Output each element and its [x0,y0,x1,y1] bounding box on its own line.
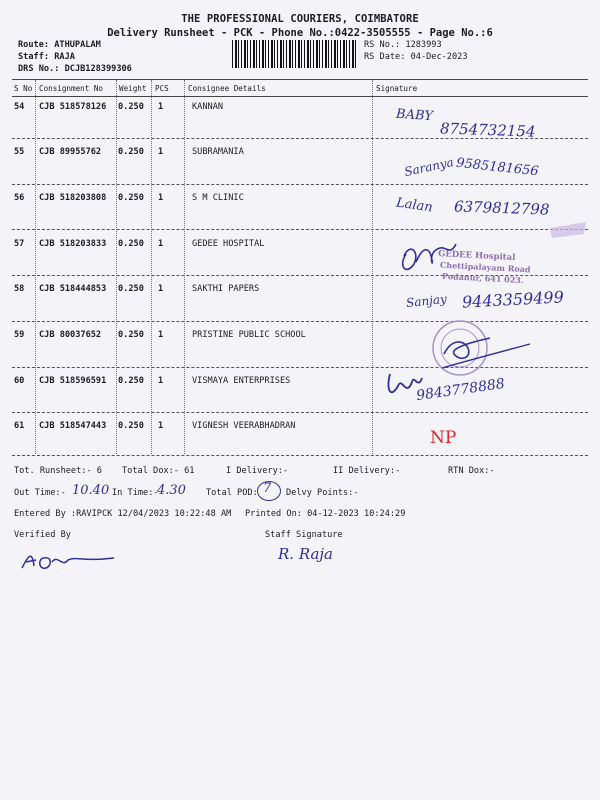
cell-weight: 0.250 [118,330,144,340]
table-top-rule [12,79,588,80]
out-time-value: 10.40 [72,483,110,498]
cell-sno: 54 [14,102,25,112]
stamp-line: Podanur, 641 023. [441,270,524,286]
row-divider [12,229,588,230]
barcode-image [232,40,358,68]
handwritten-name: Lalan [395,195,434,216]
cell-weight: 0.250 [118,193,144,203]
cell-pcs: 1 [158,147,164,157]
cell-sno: 57 [14,239,25,249]
cell-sno: 58 [14,284,25,294]
route-label: Route: [18,40,50,50]
cell-weight: 0.250 [118,102,144,112]
route-value: ATHUPALAM [54,40,101,50]
cell-consignment: CJB 518444853 [39,284,107,294]
col-header-signature: Signature [376,84,418,93]
in-time-label: In Time:- [112,488,159,498]
cell-consignment: CJB 518578126 [39,102,107,112]
col-divider [35,80,36,454]
out-time-label: Out Time:- [14,488,66,498]
route-row [18,40,101,50]
cell-sno: 56 [14,193,25,203]
handwritten-phone: 6379812798 [453,197,550,219]
cell-consignment: CJB 80037652 [39,330,102,340]
handwritten-phone: 9443359499 [461,287,565,312]
in-time-value: 4.30 [157,483,186,498]
cell-weight: 0.250 [118,147,144,157]
handwritten-name: Sanjay [405,291,448,311]
cell-consignment: CJB 518203833 [39,239,107,249]
cell-consignment: CJB 518596591 [39,376,107,386]
row-divider [12,184,588,185]
cell-consignee: SAKTHI PAPERS [192,284,260,294]
cell-consignee: S M CLINIC [192,193,244,203]
col-header-weight: Weight [119,84,147,93]
handwritten-phone: 9843778888 [415,375,506,405]
cell-sno: 55 [14,147,25,157]
cell-weight: 0.250 [118,376,144,386]
handwritten-name: BABY [395,106,434,125]
verifier-signature [18,546,118,574]
drs-row [18,64,132,74]
cell-weight: 0.250 [118,421,144,431]
tot-runsheet: Tot. Runsheet:- 6 [14,466,102,476]
cell-pcs: 1 [158,239,164,249]
col-header-consignment: Consignment No [39,84,104,93]
handwritten-phone: 9585181656 [455,155,540,180]
handwritten-phone: 8754732154 [439,119,536,141]
entered-by: Entered By :RAVIPCK 12/04/2023 10:22:48 AM [14,509,232,519]
rs-no-row [364,40,442,50]
stamp-line: Chettipalayam Road [439,259,531,275]
row-divider [12,455,588,456]
staff-value: RAJA [54,52,75,62]
cell-consignment: CJB 518547443 [39,421,107,431]
cell-pcs: 1 [158,330,164,340]
rs-no-label: RS No.: [364,40,401,50]
row-divider [12,321,588,322]
runsheet-subtitle: Delivery Runsheet - PCK - Phone No.:0422-3505555 - Page No.:6 [107,27,493,39]
drs-label: DRS No.: [18,64,60,74]
rs-date-value: 04-Dec-2023 [410,52,468,62]
cell-sno: 59 [14,330,25,340]
handwritten-name: Saranya [403,154,455,180]
cell-consignment: CJB 518203808 [39,193,107,203]
handwritten-stroke [440,342,532,372]
pod-count: 7 [263,481,272,496]
cell-consignee: GEDEE HOSPITAL [192,239,265,249]
cell-pcs: 1 [158,421,164,431]
cell-pcs: 1 [158,376,164,386]
rs-date-row [364,52,468,62]
cell-pcs: 1 [158,284,164,294]
col-header-consignee: Consignee Details [188,84,266,93]
col-divider [116,80,117,454]
cell-weight: 0.250 [118,239,144,249]
cell-sno: 60 [14,376,25,386]
col-header-sno: S No [14,84,33,93]
table-header-rule [12,96,588,97]
verified-by-label: Verified By [14,530,71,540]
col-header-pcs: PCS [155,84,169,93]
company-title: THE PROFESSIONAL COURIERS, COIMBATORE [181,13,419,25]
cell-weight: 0.250 [118,284,144,294]
tape-mark [548,218,588,240]
ii-delivery: II Delivery:- [333,466,401,476]
total-pod-label: Total POD: [206,488,258,498]
cell-consignee: VISMAYA ENTERPRISES [192,376,291,386]
cell-pcs: 1 [158,102,164,112]
row-divider [12,412,588,413]
rtn-dox: RTN Dox:- [448,466,495,476]
cell-pcs: 1 [158,193,164,203]
staff-label: Staff: [18,52,50,62]
rs-no-value: 1283993 [405,40,442,50]
stamp-line: GEDEE Hospital [437,248,516,264]
delvy-points: Delvy Points:- [286,488,359,498]
cell-consignment: CJB 89955762 [39,147,102,157]
total-dox: Total Dox:- 61 [122,466,195,476]
rs-date-label: RS Date: [364,52,406,62]
staff-signature-label: Staff Signature [265,530,343,540]
i-delivery: I Delivery:- [226,466,289,476]
cell-consignee: VIGNESH VEERABHADRAN [192,421,296,431]
cell-consignee: SUBRAMANIA [192,147,244,157]
np-mark: NP [430,428,457,448]
col-divider [372,80,373,454]
col-divider [151,80,152,454]
cell-consignee: KANNAN [192,102,224,112]
staff-row [18,52,75,62]
printed-on: Printed On: 04-12-2023 10:24:29 [245,509,406,519]
col-divider [184,80,185,454]
cell-consignee: PRISTINE PUBLIC SCHOOL [192,330,306,340]
drs-value: DCJB128399306 [64,64,132,74]
cell-sno: 61 [14,421,25,431]
staff-signature-handwriting: R. Raja [278,545,334,563]
